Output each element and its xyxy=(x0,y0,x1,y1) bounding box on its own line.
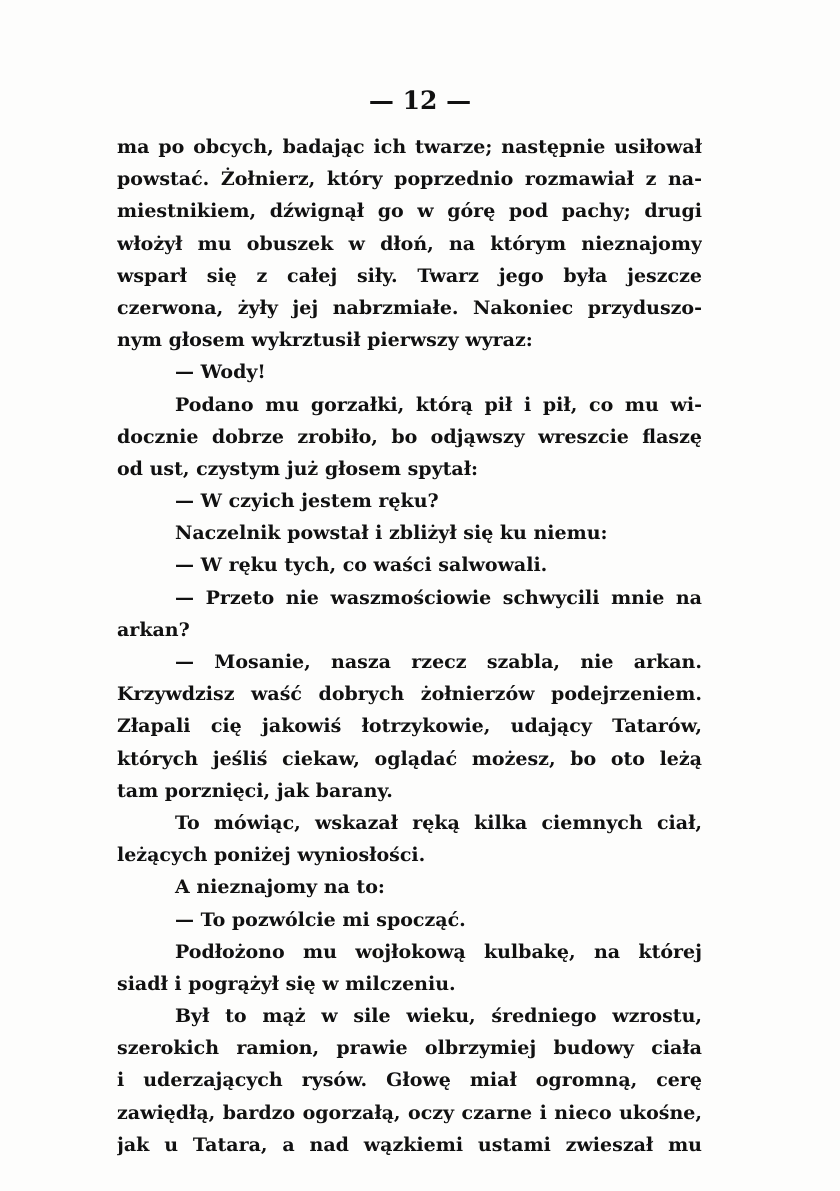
text-line: — W czyich jestem ręku? xyxy=(175,490,439,513)
text-line: jak u Tatara, a nad wązkiemi ustami zwieszał mu xyxy=(117,1133,702,1156)
text-line: od ust, czystym już głosem spytał: xyxy=(117,457,479,480)
text-line: siadł i pogrążył się w milczeniu. xyxy=(117,972,456,995)
text-line: — Przeto nie waszmościowie schwycili mnie na xyxy=(175,586,702,609)
text-line: A nieznajomy na to: xyxy=(175,876,385,899)
text-body xyxy=(117,131,702,1161)
text-line: arkan? xyxy=(117,618,190,641)
text-line: szerokich ramion, prawie olbrzymiej budowy ciała xyxy=(117,1037,702,1060)
text-line: Był to mąż w sile wieku, średniego wzrostu, xyxy=(175,1005,702,1028)
page-number: — 12 — xyxy=(368,86,472,115)
text-line: To mówiąc, wskazał ręką kilka ciemnych ciał, xyxy=(175,811,702,834)
text-line: miestnikiem, dźwignął go w górę pod pachy; drugi xyxy=(117,200,702,223)
text-line: tam porznięci, jak barany. xyxy=(117,779,393,802)
text-line: — W ręku tych, co waści salwowali. xyxy=(175,554,548,577)
text-line: ma po obcych, badając ich twarze; następnie usiłował xyxy=(117,136,702,158)
text-line: Podłożono mu wojłokową kulbakę, na której xyxy=(175,940,702,963)
text-line: powstać. Żołnierz, który poprzednio rozmawiał z na- xyxy=(117,168,702,191)
text-line: i uderzających rysów. Głowę miał ogromną, cerę xyxy=(117,1069,702,1092)
text-line: nym głosem wykrztusił pierwszy wyraz: xyxy=(117,329,533,352)
text-line: czerwona, żyły jej nabrzmiałe. Nakoniec przyduszo- xyxy=(117,296,702,319)
text-line: Naczelnik powstał i zbliżył się ku niemu: xyxy=(175,522,608,545)
text-line: Krzywdzisz waść dobrych żołnierzów podejrzeniem. xyxy=(117,683,702,706)
text-line: Podano mu gorzałki, którą pił i pił, co mu wi- xyxy=(175,393,702,416)
text-line: docznie dobrze zrobiło, bo odjąwszy wreszcie flaszę xyxy=(117,425,702,448)
text-line: zawiędłą, bardzo ogorzałą, oczy czarne i nieco ukośne, xyxy=(117,1101,702,1124)
text-line: — Mosanie, nasza rzecz szabla, nie arkan. xyxy=(175,651,702,673)
text-line: wsparł się z całej siły. Twarz jego była jeszcze xyxy=(117,264,702,287)
text-line: których jeśliś ciekaw, oglądać możesz, bo oto leżą xyxy=(117,747,702,770)
text-line: leżących poniżej wyniosłości. xyxy=(117,844,426,867)
text-line: — Wody! xyxy=(175,361,266,384)
text-line: włożył mu obuszek w dłoń, na którym nieznajomy xyxy=(117,232,702,255)
text-line: — To pozwólcie mi spocząć. xyxy=(175,908,466,931)
text-line: Złapali cię jakowiś łotrzykowie, udający Tatarów, xyxy=(117,715,702,738)
